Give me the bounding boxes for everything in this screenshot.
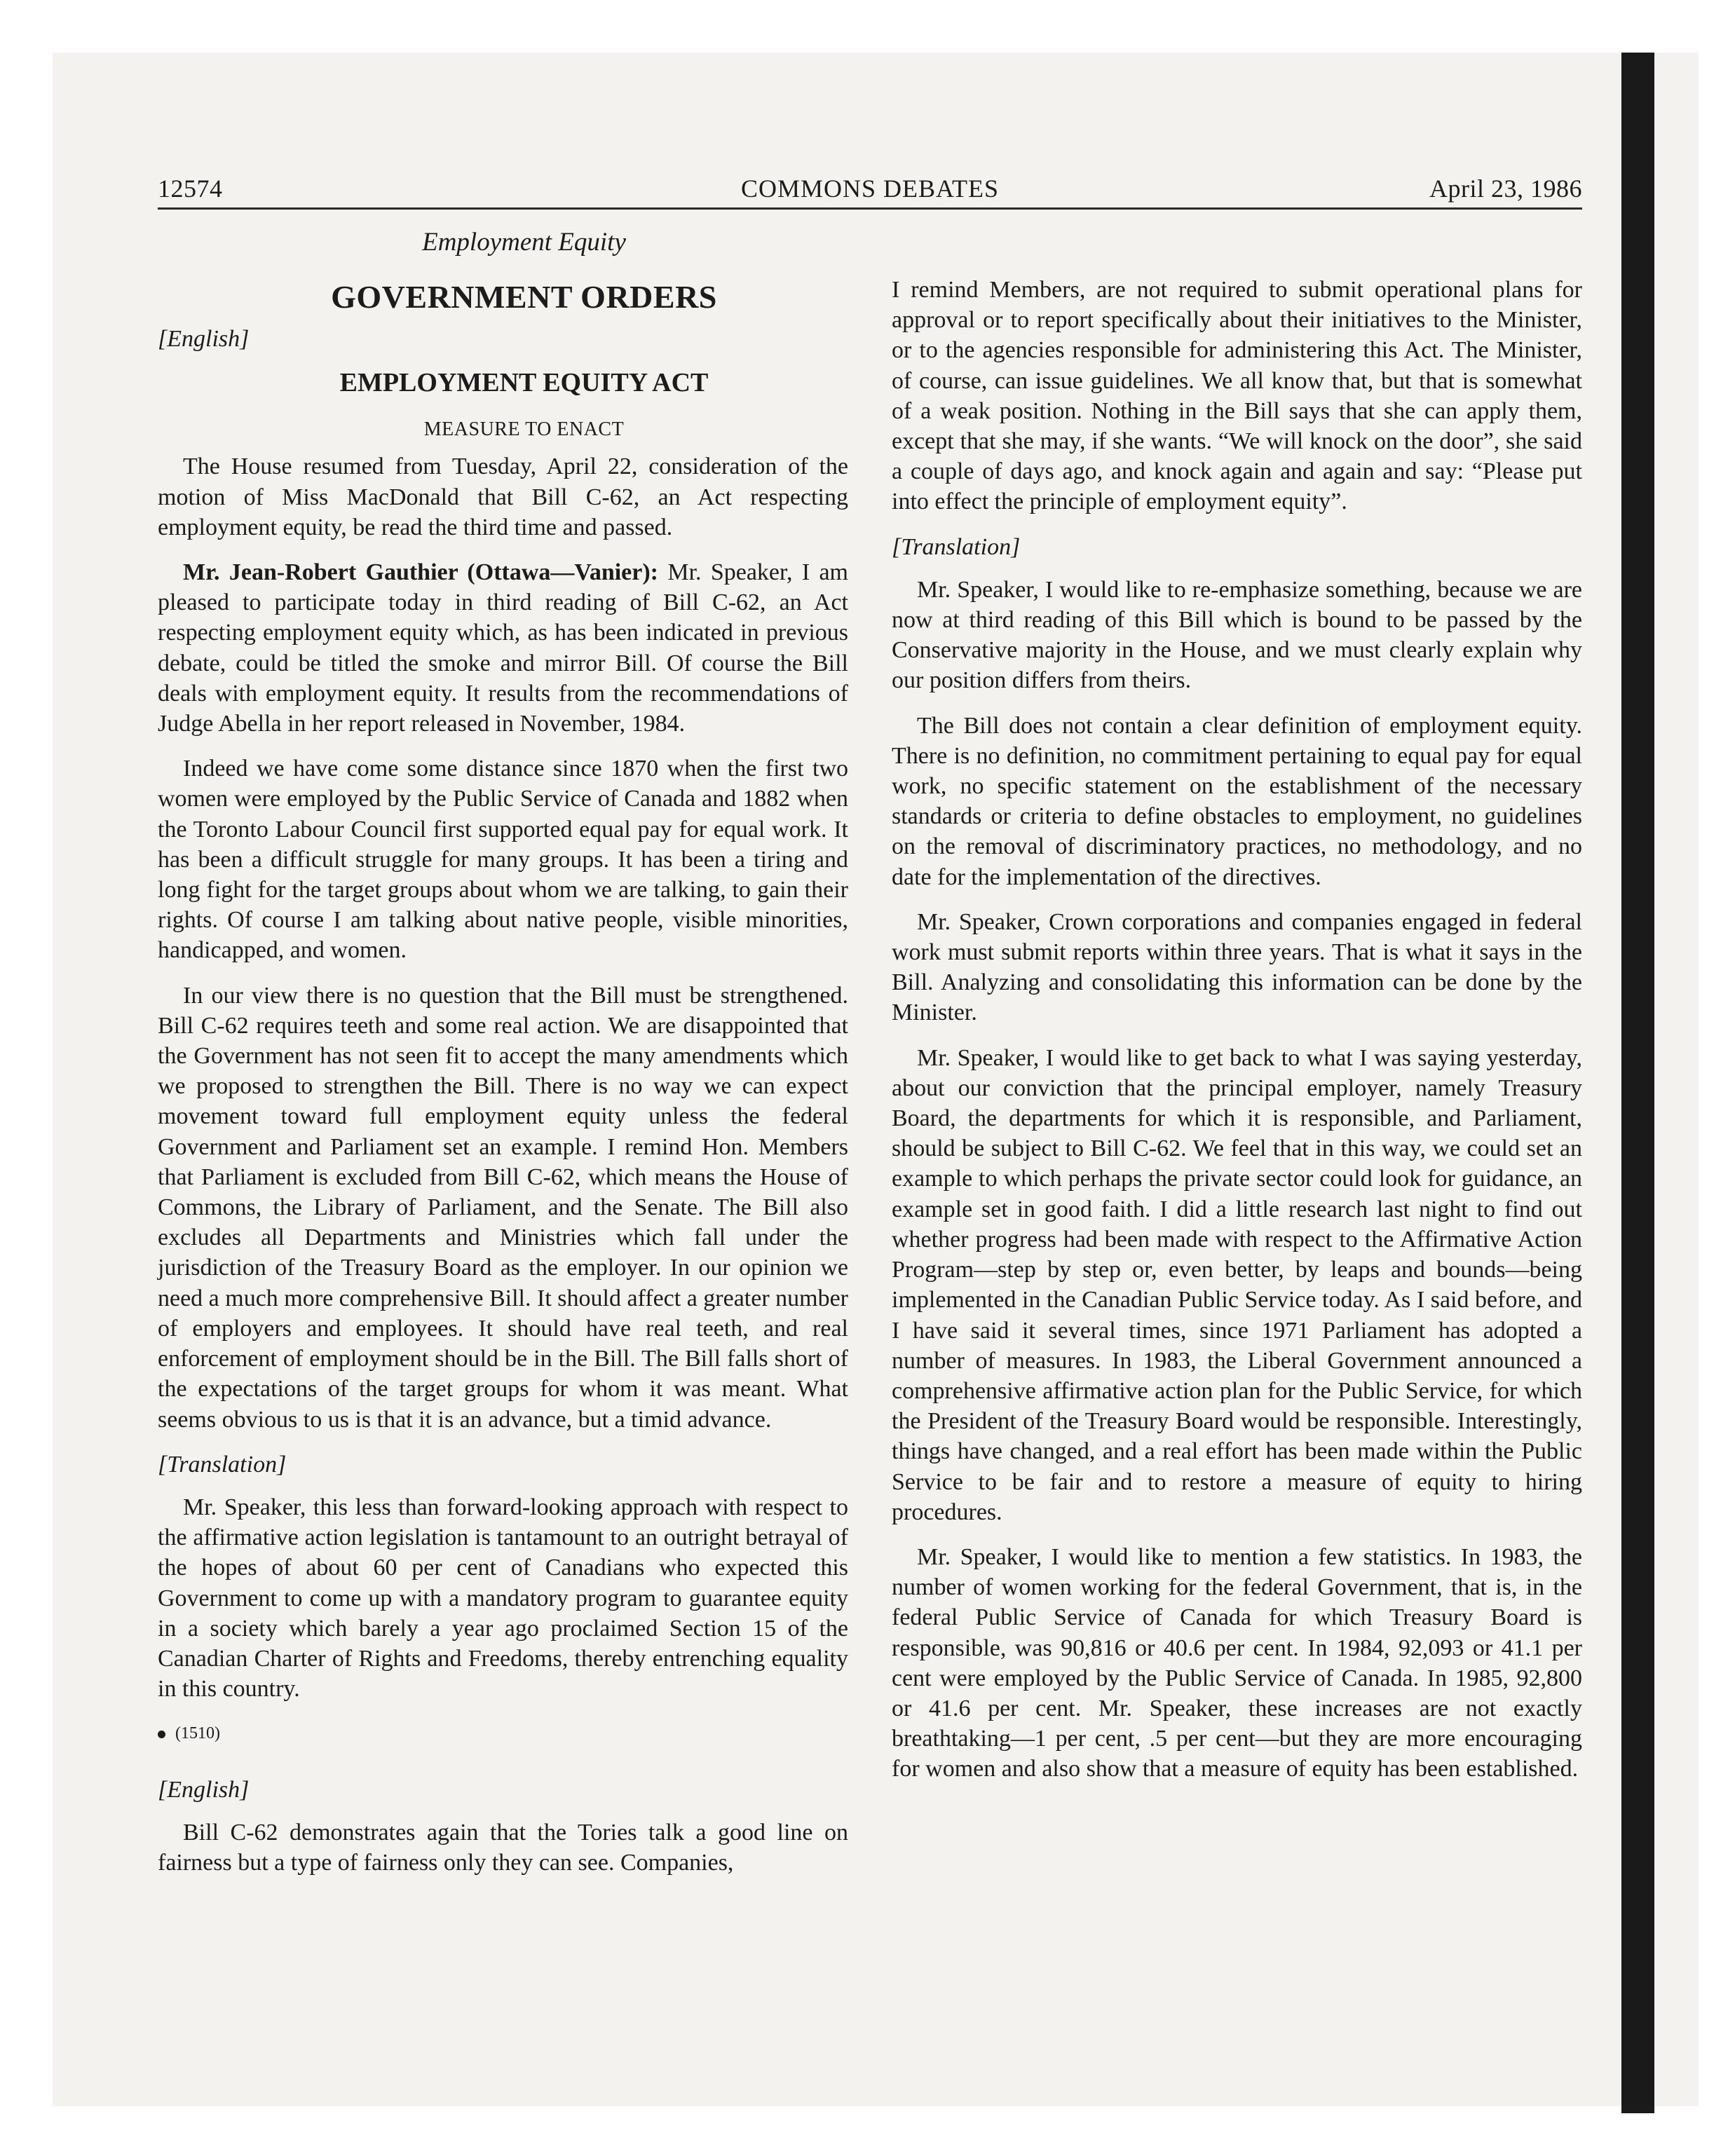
scan-edge-bar xyxy=(1621,53,1654,2113)
bullet-icon xyxy=(158,1731,165,1738)
paragraph: The Bill does not contain a clear definition of employment equity. There is no definition, no commitment pertaining to equal pay for equal work, no specific statement on the establishment of the necessary standards or criteria to define obstacles to employment, no guidelines on the removal of discriminatory practices, no methodology, and no date for the implementation of the directives. xyxy=(892,712,1582,890)
page-number: 12574 xyxy=(158,175,223,203)
paragraph: The House resumed from Tuesday, April 22, consideration of the motion of Miss MacDonald that Bill C-62, an Act respecting employment equity, be read the third time and passed. xyxy=(158,453,848,540)
language-note-english: [English] xyxy=(158,326,250,352)
speech-text: Mr. Speaker, I am pleased to participate today in third reading of Bill C-62, an Act respecting employment equity which, as has been indicated in previous debate, could be titled the smoke and mirror Bill. Of course the Bill deals with employment equity. It results from the recommendations of Judge Abella in her report released in November, 1984. xyxy=(158,559,848,737)
page-header xyxy=(158,174,1582,206)
language-note-translation: [Translation] xyxy=(892,533,1021,560)
paragraph: Mr. Speaker, I would like to re-emphasize something, because we are now at third reading of this Bill which is bound to be passed by the Conservative majority in the House, and we must clearly explain why our position differs from theirs. xyxy=(892,576,1582,694)
language-note-english: [English] xyxy=(158,1776,250,1803)
paragraph: In our view there is no question that the Bill must be strengthened. Bill C-62 requires teeth and some real action. We are disappointed that the Government has not seen fit to accept the many amendments which we proposed to strengthen the Bill. There is no way we can expect movement toward full employment equity unless the federal Government and Parliament set an example. I remind Hon. Members that Parliament is excluded from Bill C-62, which means the House of Commons, the Library of Parliament, and the Senate. The Bill also excludes all Departments and Ministries which fall under the jurisdiction of the Treasury Board as the employer. In our opinion we need a much more comprehensive Bill. It should affect a greater number of employers and employees. It should have real teeth, and real enforcement of employment should be in the Bill. The Bill falls short of the expectations of the target groups for whom it was meant. What seems obvious to us is that it is an advance, but a timid advance. xyxy=(158,982,849,1433)
paragraph: Bill C-62 demonstrates again that the Tories talk a good line on fairness but a type of fairness only they can see. Companies, xyxy=(158,1819,848,1876)
time-marker-text: (1510) xyxy=(175,1724,220,1743)
speaker-name: Mr. Jean-Robert Gauthier (Ottawa—Vanier): xyxy=(183,559,659,586)
issue-date: April 23, 1986 xyxy=(1429,175,1582,203)
paragraph: I remind Members, are not required to submit operational plans for approval or to report specifically about their initiatives to the Minister, or to the agencies responsible for administering this Act. The Minister, of course, can issue guidelines. We all know that, but that is somewhat of a weak position. Nothing in the Bill says that she can apply them, except that she may, if she wants. “We will knock on the door”, she said a couple of days ago, and knock again and again and say: “Please put into effect the principle of employment equity”. xyxy=(892,277,1582,515)
right-column xyxy=(892,275,1582,1799)
paragraph: Mr. Speaker, this less than forward-looking approach with respect to the affirmative action legislation is tantamount to an outright betrayal of the hopes of about 60 per cent of Canadians who expected this Government to come up with a mandatory program to guarantee equity in a society which barely a year ago proclaimed Section 15 of the Canadian Charter of Rights and Freedoms, thereby entrenching equality in this country. xyxy=(158,1494,848,1703)
paragraph: Mr. Speaker, Crown corporations and companies engaged in federal work must submit reports within three years. That is what it says in the Bill. Analyzing and consolidating this information can be done by the Minister. xyxy=(892,908,1582,1026)
running-head: Employment Equity xyxy=(422,228,626,257)
time-marker xyxy=(158,1719,848,1749)
paragraph: Mr. Speaker, I would like to get back to what I was saying yesterday, about our conviction that the principal employer, namely Treasury Board, the departments for which it is responsible, and Parliament, should be subject to Bill C-62. We feel that in this way, we could set an example to which perhaps the private sector could look for guidance, an example set in good faith. I did a little research last night to find out whether progress had been made with respect to the Affirmative Action Program—step by step or, even better, by leaps and bounds—being implemented in the Canadian Public Service today. As I said before, and I have said it several times, since 1971 Parliament has adopted a number of measures. In 1983, the Liberal Government announced a comprehensive affirmative action plan for the Public Service, for which the President of the Treasury Board would be responsible. Interestingly, things have changed, and a real effort has been made within the Public Service to be fair and to restore a measure of equity to hiring procedures. xyxy=(892,1044,1582,1525)
paragraph: Indeed we have come some distance since 1870 when the first two women were employed by the Public Service of Canada and 1882 when the Toronto Labour Council first supported equal pay for equal work. It has been a difficult struggle for many groups. It has been a tiring and long fight for the target groups about whom we are talking, to gain their rights. Of course I am talking about native people, visible minorities, handicapped, and women. xyxy=(158,756,848,964)
header-rule xyxy=(158,207,1582,210)
publication-title: COMMONS DEBATES xyxy=(740,175,1000,203)
language-note-translation: [Translation] xyxy=(158,1451,287,1478)
left-column xyxy=(158,219,848,1892)
act-title: EMPLOYMENT EQUITY ACT xyxy=(339,368,709,398)
paragraph: Mr. Speaker, I would like to mention a few statistics. In 1983, the number of women working for the federal Government, that is, in the federal Public Service of Canada for which Treasury Board is responsible, was 90,816 or 40.6 per cent. In 1984, 92,093 or 41.1 per cent were employed by the Public Service of Canada. In 1985, 92,800 or 41.6 per cent. Mr. Speaker, these increases are not exactly breathtaking—1 per cent, .5 per cent—but they are more encouraging for women and also show that a measure of equity has been established. xyxy=(892,1543,1582,1782)
measure-subtitle: MEASURE TO ENACT xyxy=(423,418,625,441)
paragraph xyxy=(158,557,848,739)
section-title: GOVERNMENT ORDERS xyxy=(331,279,717,315)
